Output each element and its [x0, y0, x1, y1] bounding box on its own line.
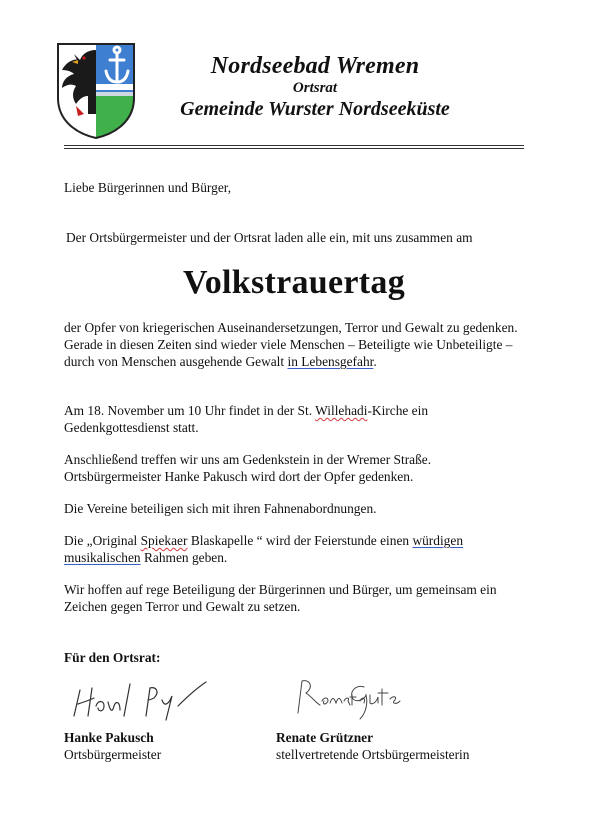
signoff: Für den Ortsrat: — [64, 650, 161, 665]
paragraph-4: Die Vereine beteiligen sich mit ihren Fahnenabordnungen. — [64, 501, 377, 516]
coat-of-arms-logo — [54, 40, 138, 140]
salutation: Liebe Bürgerinnen und Bürger, — [64, 180, 232, 195]
signatory-name: Renate Grützner — [276, 730, 374, 745]
spellcheck-marked-word: Willehadi — [315, 403, 368, 418]
signatory-name: Hanke Pakusch — [64, 730, 154, 745]
paragraph-5: Die „Original Spiekaer Blaskapelle “ wird der Feierstunde einen würdigen musikalischen Rahmen geben. — [64, 533, 464, 565]
signatory-role: stellvertretende Ortsbürgermeisterin — [276, 747, 470, 762]
paragraph-1: der Opfer von kriegerischen Auseinandersetzungen, Terror und Gewalt zu gedenken. Gerade in diesen Zeiten sind wieder viele Menschen – Beteiligte wie Unbeteiligte – durch von Menschen ausgehende Gewalt in Lebensgefahr. — [64, 320, 518, 369]
paragraph-6: Wir hoffen auf rege Beteiligung der Bürgerinnen und Bürger, um gemeinsam ein Zeichen gegen Terror und Gewalt zu setzen. — [64, 582, 497, 614]
municipality-name: Nordseebad Wremen — [210, 53, 420, 79]
intro-text: Der Ortsbürgermeister und der Ortsrat laden alle ein, mit uns zusammen am — [66, 230, 473, 245]
header-divider — [64, 148, 524, 149]
header-divider — [64, 145, 524, 146]
municipality-subtitle: Gemeinde Wurster Nordseeküste — [180, 98, 450, 120]
signatory-role: Ortsbürgermeister — [64, 747, 162, 762]
paragraph-3: Anschließend treffen wir uns am Gedenkstein in der Wremer Straße. Ortsbürgermeister Hanke Pakusch wird dort der Opfer gedenken. — [64, 452, 432, 484]
signature-hanke-pakusch — [68, 676, 218, 724]
grammar-marked-text: in Lebensgefahr — [287, 354, 374, 369]
signature-renate-gruetzner — [290, 675, 410, 723]
paragraph-2: Am 18. November um 10 Uhr findet in der St. Willehadi-Kirche ein Gedenkgottesdienst statt. — [64, 403, 429, 435]
council-label: Ortsrat — [292, 80, 338, 96]
event-title: Volkstrauertag — [182, 264, 406, 301]
spellcheck-marked-word: Spiekaer — [140, 533, 188, 548]
grammar-marked-text: würdigen musikalischen — [64, 533, 464, 565]
